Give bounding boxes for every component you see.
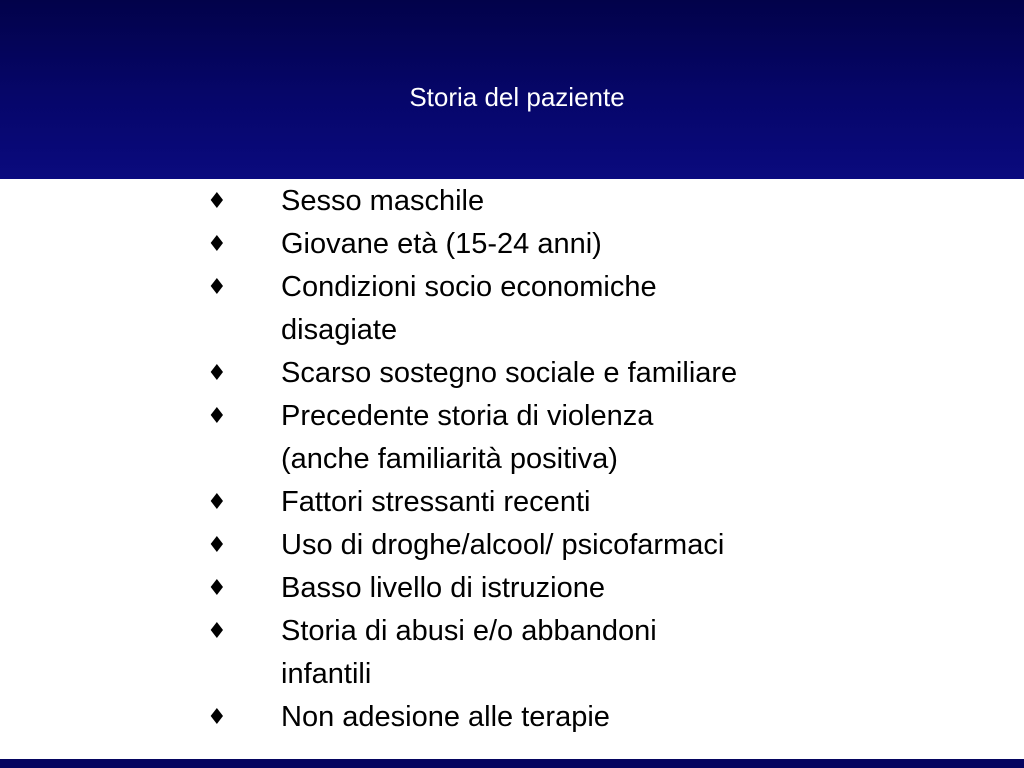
diamond-bullet-icon: ♦ [207,361,227,386]
list-item-text-continued: disagiate [281,314,398,346]
slide-header [0,0,1024,179]
list-item [0,395,1024,481]
list-item-text-continued: (anche familiarità positiva) [281,443,618,475]
list-item [0,610,1024,696]
list-item-text: Basso livello di istruzione [281,572,605,604]
diamond-bullet-icon: ♦ [207,533,227,558]
list-item-text: Non adesione alle terapie [281,701,610,733]
list-item-text: Scarso sostegno sociale e familiare [281,357,738,389]
footer-bar [0,759,1024,768]
diamond-bullet-icon: ♦ [207,619,227,644]
bullet-list [0,180,1024,739]
list-item [0,223,1024,266]
list-item-text: Sesso maschile [281,185,485,217]
diamond-bullet-icon: ♦ [207,404,227,429]
list-item-text: Giovane età (15-24 anni) [281,228,602,260]
diamond-bullet-icon: ♦ [207,189,227,214]
list-item-text: Storia di abusi e/o abbandoni [281,615,657,647]
slide-title: Storia del paziente [409,82,625,112]
list-item-text: Condizioni socio economiche [281,271,657,303]
list-item [0,266,1024,352]
diamond-bullet-icon: ♦ [207,705,227,730]
list-item [0,524,1024,567]
diamond-bullet-icon: ♦ [207,576,227,601]
diamond-bullet-icon: ♦ [207,232,227,257]
list-item-text: Precedente storia di violenza [281,400,654,432]
diamond-bullet-icon: ♦ [207,490,227,515]
list-item [0,567,1024,610]
list-item [0,180,1024,223]
diamond-bullet-icon: ♦ [207,275,227,300]
list-item [0,696,1024,739]
list-item-text: Uso di droghe/alcool/ psicofarmaci [281,529,725,561]
list-item [0,481,1024,524]
list-item-text: Fattori stressanti recenti [281,486,591,518]
list-item [0,352,1024,395]
list-item-text-continued: infantili [281,658,372,690]
